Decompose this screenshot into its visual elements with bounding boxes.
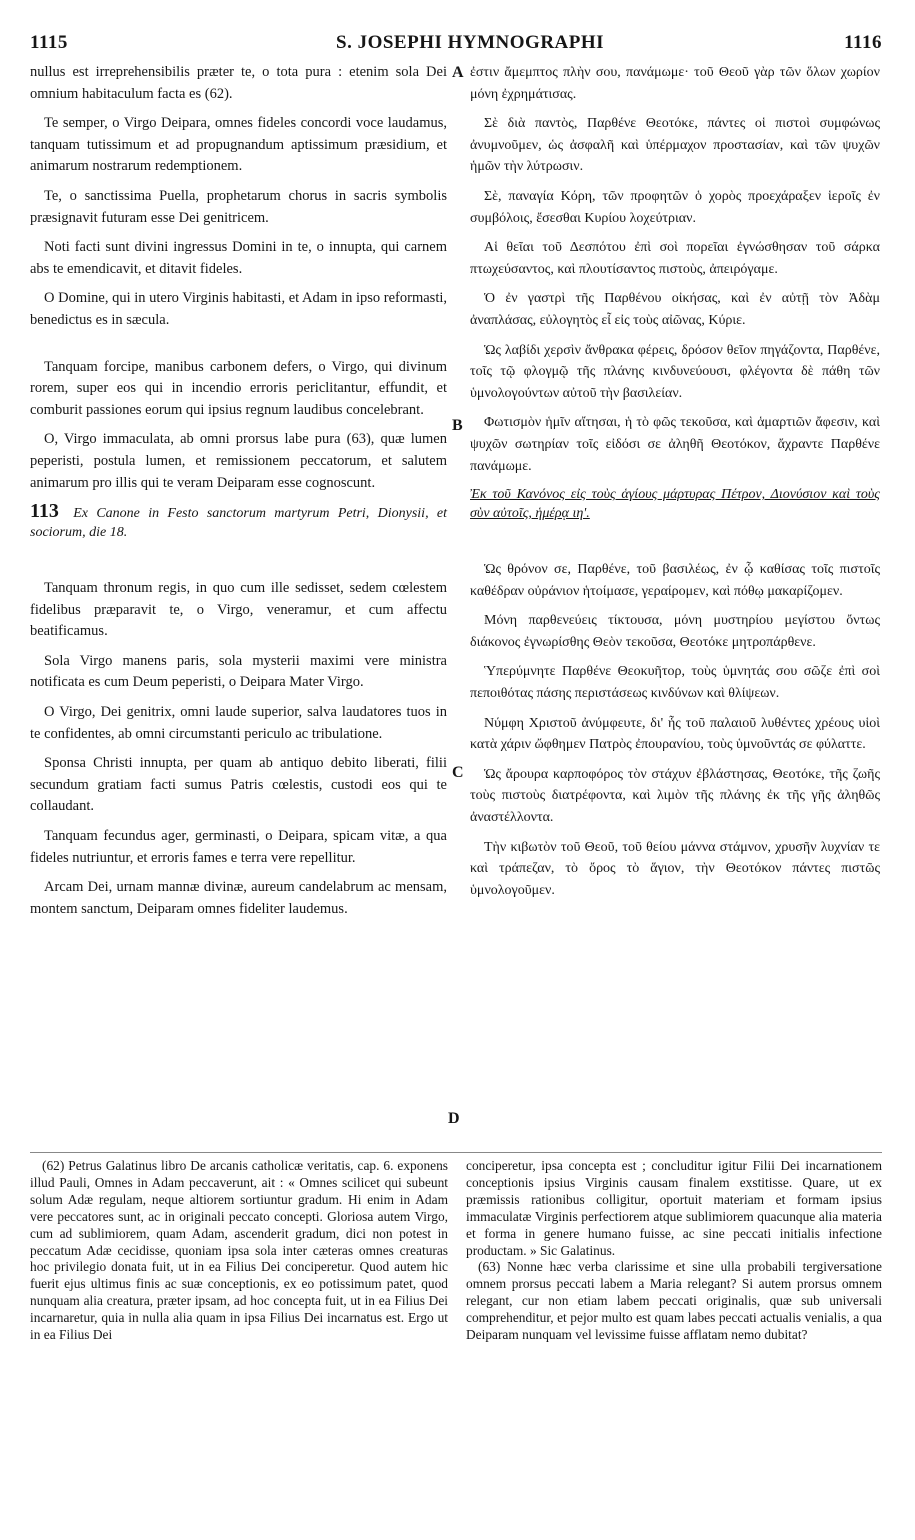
latin-paragraph: Tanquam thronum regis, in quo cum ille sedisset, sedem cœlestem fidelibus præparavit te, o Virgo, veneramur, et cum affectu beatificamus. xyxy=(30,580,447,640)
latin-paragraph: O, Virgo immaculata, ab omni prorsus labe pura (63), quæ lumen peperisti, postula lumen, et remissionem peccatorum, et salutem animarum pro illis qui te veram Deiparam esse cognoscunt. xyxy=(30,431,447,491)
greek-paragraph: Φωτισμὸν ἡμῖν αἴτησαι, ἡ τὸ φῶς τεκοῦσα, καὶ ἁμαρτιῶν ἄφεσιν, καὶ ψυχῶν σωτηρίαν τοῖς εἰδόσι σε ἀληθῆ Θεοτόκον, ἄχραντε Παρθένε πανάμωμε. xyxy=(470,415,880,474)
footnote-62: (62) Petrus Galatinus libro De arcanis catholicæ veritatis, cap. 6. exponens illud Pauli, Omnes in Adam peccaverunt, ait : « Omnes scilicet qui subeunt solum Adæ regulam, neque altiorem sortiuntur gradum. Hi enim in Adam vere peccatores sunt, ac in originali peccato concepti. Gloriosa autem Virgo, cum ad sublimiorem, quam Adam, ascenderit gradum, dici non potest in peccatum Adæ cecidisse, quoniam ipsa sola inter cæteras omnes creaturas hoc privilegio donata fuit, ut in ea Filius Dei conciperetur. Quod autem hic fuerit ejus ultimus finis ac suæ conceptionis, ex eo potissimum patet, quod nunquam alia creatura, præter ipsam, ad hoc concepta fuit, ut in ea Filius Dei incarnaretur, quia in nulla alia quam in ipsa Filius Dei incarnatus est. Ergo ut in ea Filius Dei xyxy=(30,1158,448,1343)
page-number-right: 1116 xyxy=(844,32,882,53)
running-head: S. JOSEPHI HYMNOGRAPHI xyxy=(336,32,605,53)
page-number-left: 1115 xyxy=(30,32,68,53)
latin-column xyxy=(30,62,447,928)
latin-paragraph: Te, o sanctissima Puella, prophetarum chorus in sacris symbolis præsignavit futuram esse Dei genitricem. xyxy=(30,187,447,226)
footnotes-right xyxy=(466,1158,882,1344)
greek-paragraph: Νύμφη Χριστοῦ ἀνύμφευτε, δι' ἧς τοῦ παλαιοῦ λυθέντες χρέους υἱοὶ κατὰ χάριν ὤφθημεν Πατρὸς ἐπουρανίου, τοὺς ὑμνοῦντάς σε φύλαττε. xyxy=(470,715,880,753)
greek-paragraph: Ὡς θρόνον σε, Παρθένε, τοῦ βασιλέως, ἐν ᾧ καθίσας τοῖς πιστοῖς καθέδραν οὐράνιον ἡτοίμασε, γεραίρομεν, καὶ πόθῳ μακαρίζομεν. xyxy=(470,562,880,599)
footnote-rule xyxy=(30,1152,882,1153)
page-header xyxy=(30,32,882,60)
section-heading-latin xyxy=(30,502,447,542)
margin-marker-b: B xyxy=(452,417,463,434)
greek-paragraph: Ὑπερύμνητε Παρθένε Θεοκυῆτορ, τοὺς ὑμνητάς σου σῶζε ἐπὶ σοὶ πεποιθότας πάσης περιστάσεως κινδύνων καὶ θλίψεων. xyxy=(470,664,880,702)
greek-paragraph: Τὴν κιβωτὸν τοῦ Θεοῦ, τοῦ θείου μάννα στάμνον, χρυσῆν λυχνίαν τε καὶ τράπεζαν, τὸ ὄρος τὸ ἅγιον, τὴν Θεοτόκον πάντες πιστῶς ὑμνολογοῦμεν. xyxy=(470,839,880,898)
greek-paragraph: Ὁ ἐν γαστρὶ τῆς Παρθένου οἰκήσας, καὶ ἐν αὐτῇ τὸν Ἀδὰμ ἀναπλάσας, εὐλογητὸς εἶ εἰς τοὺς αἰῶνας, Κύριε. xyxy=(470,291,880,328)
greek-paragraph: Σὲ, παναγία Κόρη, τῶν προφητῶν ὁ χορὸς προεχάραξεν ἱεροῖς ἐν συμβόλοις, ἔσεσθαι Κυρίου λοχεύτριαν. xyxy=(470,188,880,226)
margin-marker-d: D xyxy=(448,1110,460,1127)
greek-paragraph: Ὡς λαβίδι χερσὶν ἄνθρακα φέρεις, δρόσον θεῖον πηγάζοντα, Παρθένε, τοῖς τῷ φλογμῷ τῆς πλάνης κινδυνεύουσι, φλέγοντα δὲ πάθη τῶν ὑμνολογούντων αὐτοῦ τὴν βασιλείαν. xyxy=(470,342,880,401)
margin-marker-c: C xyxy=(452,764,464,781)
latin-paragraph: Tanquam forcipe, manibus carbonem defers, o Virgo, qui divinum rorem, super eos qui in incendio erroris periclitantur, effundit, et comburit passiones eorum qui ipsius regnum laudibus concelebrant. xyxy=(30,358,447,418)
greek-column xyxy=(470,62,880,909)
latin-paragraph: Te semper, o Virgo Deipara, omnes fideles concordi voce laudamus, tanquam tutissimum et ad propugnandum aptissimum præsidium, et animarum nostrarum redemptionem. xyxy=(30,115,447,175)
greek-paragraph: Μόνη παρθενεύεις τίκτουσα, μόνη μυστηρίου μεγίστου ὄντως διάκονος ἐγνωρίσθης Θεὸν τεκοῦσα, Θεοτόκε μητροπάρθενε. xyxy=(470,613,880,650)
latin-paragraph: O Virgo, Dei genitrix, omni laude superior, salva laudatores tuos in te confidentes, ab omni circumstanti periculo ac tribulatione. xyxy=(30,704,447,742)
footnote-63: (63) Nonne hæc verba clarissime et sine ulla probabili tergiversatione omnem prorsus peccati labem a Maria relegant? Si autem prorsus omnem relegant, cur non etiam labem peccati originalis, quæ sub universali comprehenditur, et pejor multo est quam labes peccati actualis venialis, a qua Deiparam nunquam vel levissime fuisse afflatam nemo dubitat? xyxy=(466,1259,882,1343)
section-title-latin: Ex Canone in Festo sanctorum martyrum Petri, Dionysii, et sociorum, die 18. xyxy=(30,506,447,541)
latin-paragraph: nullus est irreprehensibilis præter te, o tota pura : etenim sola Dei omnium habitaculum facta es (62). xyxy=(30,64,447,102)
latin-paragraph: Tanquam fecundus ager, germinasti, o Deipara, spicam vitæ, a qua fideles nutriuntur, et erroris fames e terra vere repellitur. xyxy=(30,828,447,866)
greek-paragraph: Ὡς ἄρουρα καρποφόρος τὸν στάχυν ἐβλάστησας, Θεοτόκε, τῆς ζωῆς τοὺς πιστοὺς διατρέφοντα, καὶ λιμὸν τῆς πλάνης ἐκ τῆς γῆς ἀληθῶς ἀναστέλλοντα. xyxy=(470,766,880,826)
footnotes-left xyxy=(30,1158,448,1344)
footnote-62-continued: conciperetur, ipsa concepta est ; concluditur igitur Filii Dei incarnationem conceptionis ipsius Virginis causam finalem exstitisse. Quare, ut ex præmissis rationibus colligitur, oportuit materiam et formam ipsius immaculatæ Virginis perfectiorem atque sublimiorem quacunque alia materia et forma in genere humano fuisse, ac sine peccati initialis infectione productam. » Sic Galatinus. xyxy=(466,1158,882,1258)
latin-paragraph: Arcam Dei, urnam mannæ divinæ, aureum candelabrum ac mensam, montem sanctum, Deiparam omnes fideliter laudemus. xyxy=(30,879,447,917)
latin-paragraph: O Domine, qui in utero Virginis habitasti, et Adam in ipso reformasti, benedictus es in sæcula. xyxy=(30,290,447,328)
latin-paragraph: Sola Virgo manens paris, sola mysterii maximi vere ministra notificata es cum Deum peperisti, o Deipara Mater Virgo. xyxy=(30,652,447,691)
section-number: 113 xyxy=(30,500,59,523)
greek-paragraph: ἐστιν ἄμεμπτος πλὴν σου, πανάμωμε· τοῦ Θεοῦ γὰρ τῶν ὅλων χωρίον μόνη ἐχρημάτισας. xyxy=(470,65,880,102)
margin-marker-a: A xyxy=(452,64,464,81)
greek-paragraph: Σὲ διὰ παντὸς, Παρθένε Θεοτόκε, πάντες οἱ πιστοὶ συμφώνως ἀνυμνοῦμεν, ὡς ἀσφαλῆ καὶ ὑπέρμαχον προστασίαν, καὶ τῶν ψυχῶν ἡμῶν τὴν λύτρωσιν. xyxy=(470,116,880,175)
section-title-greek: Ἐκ τοῦ Κανόνος εἰς τοὺς ἁγίους μάρτυρας Πέτρον, Διονύσιον καὶ τοὺς σὺν αὐτοῖς, ἡμέρᾳ ιη'. xyxy=(470,487,880,522)
greek-paragraph: Αἱ θεῖαι τοῦ Δεσπότου ἐπὶ σοὶ πορεῖαι ἐγνώσθησαν τοῦ σάρκα πτωχεύσαντος, καὶ πλουτίσαντος πιστοὺς, ἀπειρόγαμε. xyxy=(470,240,880,277)
latin-paragraph: Noti facti sunt divini ingressus Domini in te, o innupta, qui carnem abs te emendicavit, et ditavit fideles. xyxy=(30,239,447,277)
latin-paragraph: Sponsa Christi innupta, per quam ab antiquo debito liberati, filii secundum gratiam facti sumus Patris cœlestis, custodi eos qui te collaudant. xyxy=(30,755,447,815)
